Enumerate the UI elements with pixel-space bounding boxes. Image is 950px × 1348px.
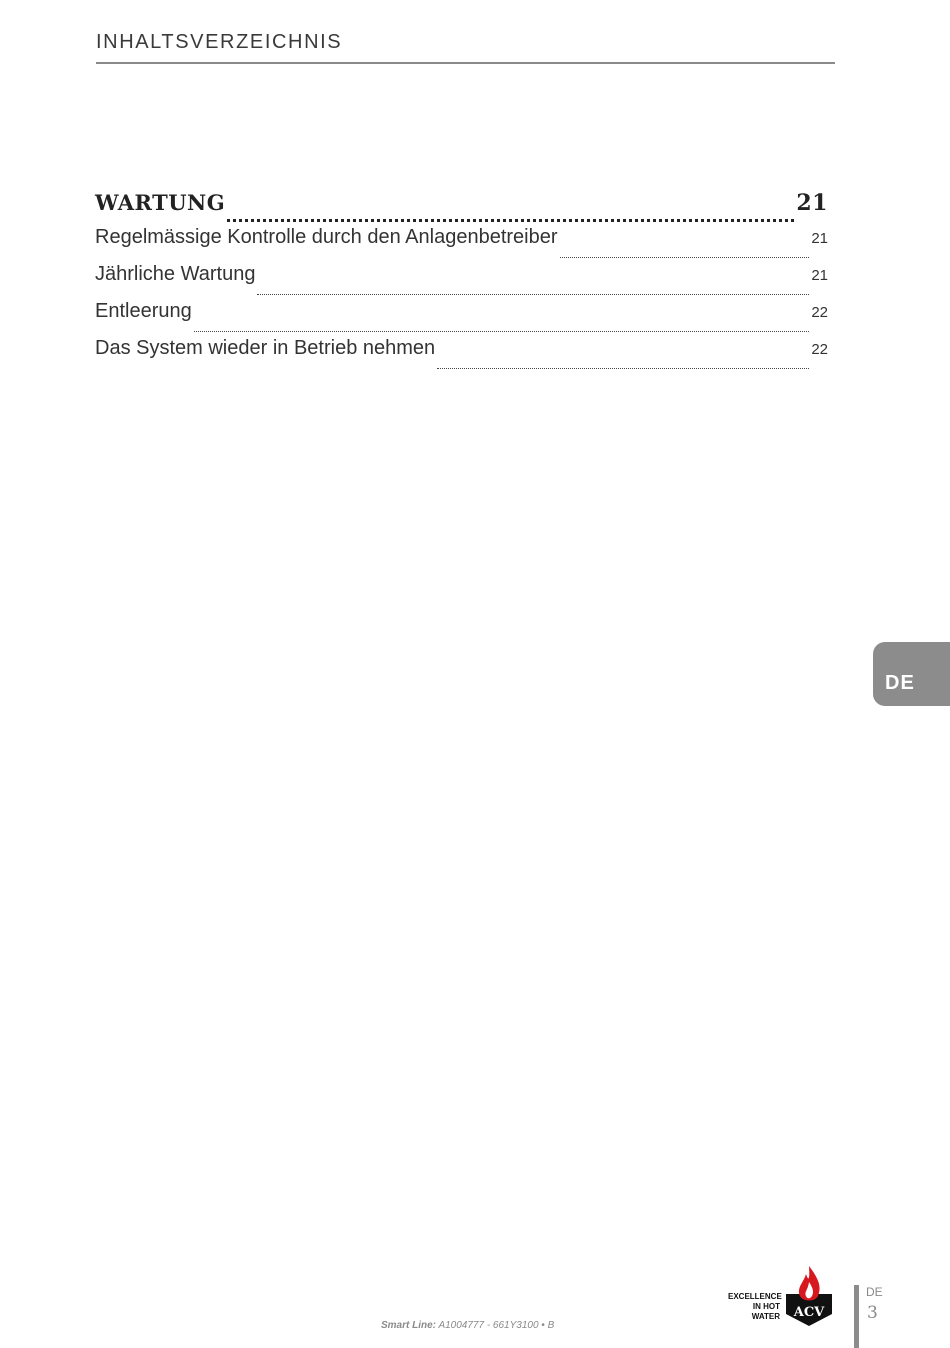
toc-section-row[interactable]: [95, 190, 828, 226]
toc-section-page: 21: [796, 190, 828, 216]
toc-entry-page: 22: [811, 304, 828, 321]
toc-entry[interactable]: [95, 300, 828, 337]
toc-entry-label: Jährliche Wartung: [95, 263, 256, 285]
toc-entry[interactable]: [95, 226, 828, 263]
footer-doc-code: A1004777 - 661Y3100 • B: [438, 1320, 555, 1331]
header-divider: [96, 62, 835, 64]
logo-tagline: [728, 1292, 780, 1322]
toc-entry-label: Entleerung: [95, 300, 192, 322]
language-tab-label: DE: [885, 672, 915, 694]
toc-entry-page: 21: [811, 230, 828, 247]
table-of-contents: [95, 190, 828, 374]
logo-text: ACV: [793, 1305, 825, 1320]
logo-tagline-line2: IN HOT WATER: [751, 1302, 780, 1321]
logo-tagline-line1: EXCELLENCE: [728, 1292, 782, 1301]
dot-leader: [257, 293, 809, 295]
toc-section-label: WARTUNG: [95, 190, 226, 215]
flame-shield-icon: [784, 1264, 834, 1328]
dot-leader: [194, 330, 810, 332]
footer-document-code: [381, 1320, 554, 1331]
toc-entry-page: 22: [811, 341, 828, 358]
toc-entry-page: 21: [811, 267, 828, 284]
page-header-title: INHALTSVERZEICHNIS: [96, 31, 343, 53]
toc-entry-label: Regelmässige Kontrolle durch den Anlagenbetreiber: [95, 226, 558, 248]
page-number: 3: [867, 1303, 878, 1323]
toc-entry[interactable]: [95, 337, 828, 374]
toc-entry-label: Das System wieder in Betrieb nehmen: [95, 337, 436, 359]
dot-leader: [437, 367, 809, 369]
language-tab[interactable]: [873, 642, 950, 706]
dot-leader: [560, 256, 810, 258]
dot-leader: [227, 218, 794, 222]
footer-product-name: Smart Line:: [381, 1320, 437, 1331]
acv-logo: [726, 1264, 836, 1330]
page-number-bar: [854, 1285, 859, 1348]
toc-entry[interactable]: [95, 263, 828, 300]
page-language: DE: [866, 1285, 883, 1299]
